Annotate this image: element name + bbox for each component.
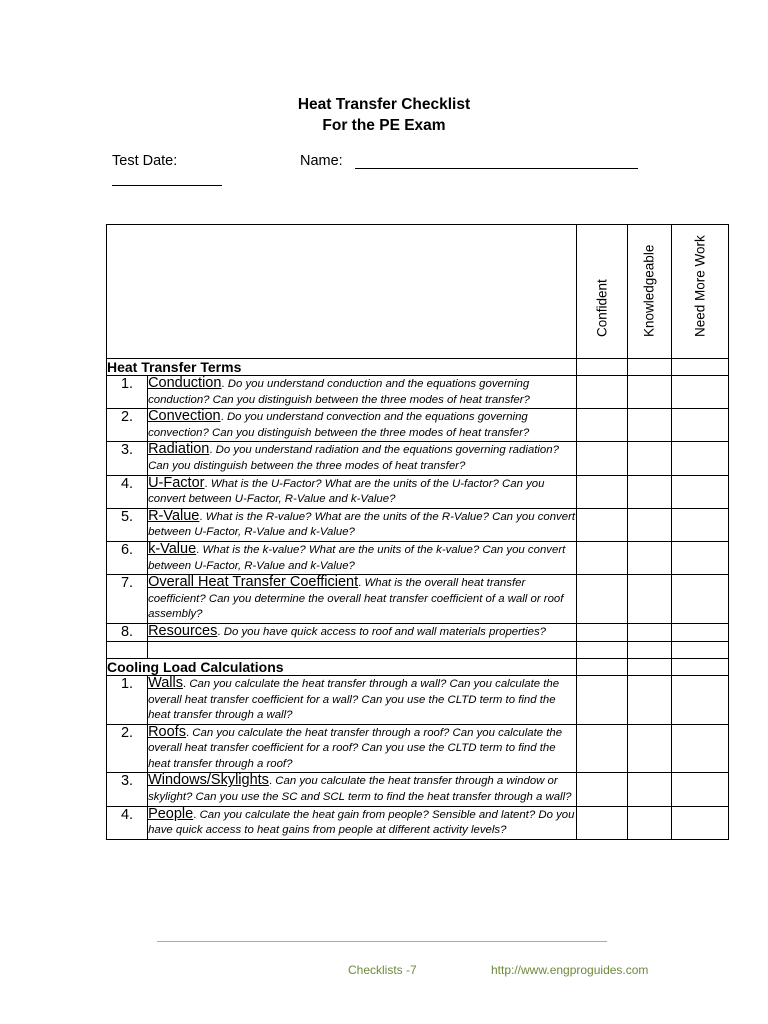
item-number: 4. — [107, 806, 148, 839]
item-term: Radiation — [148, 441, 210, 458]
item-number: 5. — [107, 508, 148, 541]
item-number: 1. — [107, 675, 148, 724]
item-description: Walls. Can you calculate the heat transfer through a wall? Can you calculate the overall heat transfer coefficient for a wall? Can you use the CLTD term to find the heat transfer through a wall? — [148, 675, 577, 724]
title-line-2: For the PE Exam — [322, 117, 446, 134]
item-number: 2. — [107, 724, 148, 773]
test-date-label: Test Date: — [112, 153, 178, 169]
spacer-cell — [148, 641, 577, 658]
checkbox-need-more-work[interactable] — [671, 724, 728, 773]
name-label: Name: — [300, 153, 343, 169]
column-header-knowledgeable: Knowledgeable — [627, 225, 671, 359]
item-term: Roofs — [148, 723, 186, 740]
item-number: 4. — [107, 475, 148, 508]
spacer-row — [107, 641, 729, 658]
table-row — [107, 376, 729, 409]
item-question: What is the U-Factor? What are the units of the U-factor? Can you convert between U-Factor, R-Value and k-Value? — [148, 477, 545, 506]
item-number: 1. — [107, 376, 148, 409]
checkbox-knowledgeable[interactable] — [627, 541, 671, 574]
item-description: k-Value. What is the k-value? What are the units of the k-value? Can you convert between U-Factor, R-Value and k-Value? — [148, 541, 577, 574]
section-heading-row — [107, 359, 729, 376]
item-description: Radiation. Do you understand radiation and the equations governing radiation? Can you distinguish between the three modes of heat transfer? — [148, 442, 577, 475]
checkbox-need-more-work[interactable] — [671, 409, 728, 442]
item-question: What is the overall heat transfer coefficient? Can you determine the overall heat transfer coefficient of a wall or roof assembly? — [148, 577, 564, 621]
item-question: Do you understand radiation and the equations governing radiation? Can you distinguish between the three modes of heat transfer? — [148, 444, 559, 472]
checkbox-knowledgeable[interactable] — [627, 675, 671, 724]
heading-blank-cell — [627, 658, 671, 675]
checkbox-need-more-work[interactable] — [671, 475, 728, 508]
section-heading: Heat Transfer Terms — [107, 359, 577, 376]
heading-blank-cell — [576, 359, 627, 376]
item-question: Do you understand convection and the equations governing convection? Can you distinguish between the three modes of heat transfer? — [148, 411, 530, 439]
section-heading-row — [107, 658, 729, 675]
checkbox-need-more-work[interactable] — [671, 806, 728, 839]
checkbox-confident[interactable] — [576, 442, 627, 475]
item-question: Can you calculate the heat transfer through a window or skylight? Can you use the SC and SCL term to find the heat transfer through a wall? — [148, 775, 572, 804]
item-term: Windows/Skylights — [148, 772, 269, 789]
table-row — [107, 409, 729, 442]
checkbox-confident[interactable] — [576, 675, 627, 724]
item-number: 6. — [107, 541, 148, 574]
item-description: Conduction. Do you understand conduction and the equations governing conduction? Can you distinguish between the three modes of heat transfer? — [148, 376, 577, 409]
item-number: 3. — [107, 442, 148, 475]
item-description: Resources. Do you have quick access to roof and wall materials properties? — [148, 623, 577, 641]
title-line-1: Heat Transfer Checklist — [297, 96, 471, 113]
table-row — [107, 806, 729, 839]
checkbox-confident[interactable] — [576, 575, 627, 624]
table-row — [107, 724, 729, 773]
item-question: Can you calculate the heat transfer through a roof? Can you calculate the overall heat transfer coefficient for a roof? Can you use the CLTD term to find the heat transfer through a roof? — [148, 726, 563, 770]
checkbox-knowledgeable[interactable] — [627, 475, 671, 508]
checkbox-need-more-work[interactable] — [671, 675, 728, 724]
checkbox-confident[interactable] — [576, 409, 627, 442]
item-question: Can you calculate the heat transfer through a wall? Can you calculate the overall heat transfer coefficient for a wall? Can you use the CLTD term to find the heat transfer through a wall? — [148, 677, 560, 722]
checkbox-confident[interactable] — [576, 541, 627, 574]
table-row — [107, 475, 729, 508]
spacer-cell — [671, 641, 728, 658]
footer-divider — [157, 941, 607, 942]
checkbox-confident[interactable] — [576, 475, 627, 508]
item-question: Do you understand conduction and the equations governing conduction? Can you distinguish between the three modes of heat transfer? — [148, 378, 530, 406]
item-number: 2. — [107, 409, 148, 442]
item-term: Walls — [148, 674, 183, 691]
header-blank-cell — [107, 225, 577, 359]
checkbox-need-more-work[interactable] — [671, 773, 728, 806]
item-question: Do you have quick access to roof and wall materials properties? — [223, 625, 546, 638]
item-description: People. Can you calculate the heat gain from people? Sensible and latent? Do you have quick access to heat gains from people at different activity levels? — [148, 806, 577, 839]
item-number: 7. — [107, 575, 148, 624]
item-term: People — [148, 805, 194, 822]
table-row — [107, 541, 729, 574]
footer-page-label: Checklists -7 — [348, 963, 417, 977]
item-term: k-Value — [148, 540, 197, 557]
column-header-need-more-work: Need More Work — [671, 225, 728, 359]
table-row — [107, 442, 729, 475]
item-description: Roofs. Can you calculate the heat transfer through a roof? Can you calculate the overall heat transfer coefficient for a roof? Can you use the CLTD term to find the heat transfer through a roof? — [148, 724, 577, 773]
heading-blank-cell — [627, 359, 671, 376]
table-row — [107, 508, 729, 541]
checkbox-knowledgeable[interactable] — [627, 409, 671, 442]
item-term: Overall Heat Transfer Coefficient — [148, 574, 359, 591]
checkbox-need-more-work[interactable] — [671, 541, 728, 574]
item-description: Convection. Do you understand convection and the equations governing convection? Can you distinguish between the three modes of heat transfer? — [148, 409, 577, 442]
item-term: Resources — [148, 622, 218, 639]
checkbox-confident[interactable] — [576, 724, 627, 773]
item-description: U-Factor. What is the U-Factor? What are the units of the U-factor? Can you convert between U-Factor, R-Value and k-Value? — [148, 475, 577, 508]
item-term: R-Value — [148, 507, 200, 524]
test-date-line[interactable] — [112, 185, 222, 186]
checklist-table — [106, 224, 729, 840]
checkbox-knowledgeable[interactable] — [627, 575, 671, 624]
heading-blank-cell — [576, 658, 627, 675]
item-description: Overall Heat Transfer Coefficient. What is the overall heat transfer coefficient? Can you determine the overall heat transfer coefficient of a wall or roof assembly? — [148, 575, 577, 624]
name-line[interactable] — [355, 168, 638, 169]
checkbox-need-more-work[interactable] — [671, 442, 728, 475]
checkbox-knowledgeable[interactable] — [627, 773, 671, 806]
item-term: Convection — [148, 408, 221, 425]
checkbox-confident[interactable] — [576, 623, 627, 641]
spacer-cell — [107, 641, 148, 658]
table-row — [107, 575, 729, 624]
item-term: U-Factor — [148, 474, 205, 491]
heading-blank-cell — [671, 359, 728, 376]
table-header-row — [107, 225, 729, 359]
table-row — [107, 675, 729, 724]
checkbox-need-more-work[interactable] — [671, 508, 728, 541]
section-heading: Cooling Load Calculations — [107, 658, 577, 675]
checkbox-knowledgeable[interactable] — [627, 508, 671, 541]
checkbox-need-more-work[interactable] — [671, 575, 728, 624]
item-description: Windows/Skylights. Can you calculate the heat transfer through a window or skylight? Can you use the SC and SCL term to find the heat transfer through a wall? — [148, 773, 577, 806]
checkbox-knowledgeable[interactable] — [627, 724, 671, 773]
footer-url[interactable]: http://www.engproguides.com — [491, 963, 649, 977]
item-term: Conduction — [148, 375, 222, 391]
item-number: 3. — [107, 773, 148, 806]
checkbox-confident[interactable] — [576, 806, 627, 839]
checkbox-confident[interactable] — [576, 773, 627, 806]
item-description: R-Value. What is the R-value? What are the units of the R-Value? Can you convert between U-Factor, R-Value and k-Value? — [148, 508, 577, 541]
spacer-cell — [576, 641, 627, 658]
checkbox-knowledgeable[interactable] — [627, 442, 671, 475]
table-row — [107, 623, 729, 641]
table-row — [107, 773, 729, 806]
spacer-cell — [627, 641, 671, 658]
checkbox-confident[interactable] — [576, 508, 627, 541]
item-question: Can you calculate the heat gain from people? Sensible and latent? Do you have quick access to heat gains from people at different activity levels? — [148, 808, 575, 837]
item-question: What is the k-value? What are the units of the k-value? Can you convert between U-Factor, R-Value and k-Value? — [148, 543, 566, 572]
checkbox-confident[interactable] — [576, 376, 627, 409]
item-number: 8. — [107, 623, 148, 641]
checkbox-need-more-work[interactable] — [671, 623, 728, 641]
checkbox-knowledgeable[interactable] — [627, 376, 671, 409]
checkbox-knowledgeable[interactable] — [627, 623, 671, 641]
checkbox-need-more-work[interactable] — [671, 376, 728, 409]
checkbox-knowledgeable[interactable] — [627, 806, 671, 839]
item-question: What is the R-value? What are the units of the R-Value? Can you convert between U-Factor, R-Value and k-Value? — [148, 510, 576, 539]
column-header-confident: Confident — [576, 225, 627, 359]
heading-blank-cell — [671, 658, 728, 675]
